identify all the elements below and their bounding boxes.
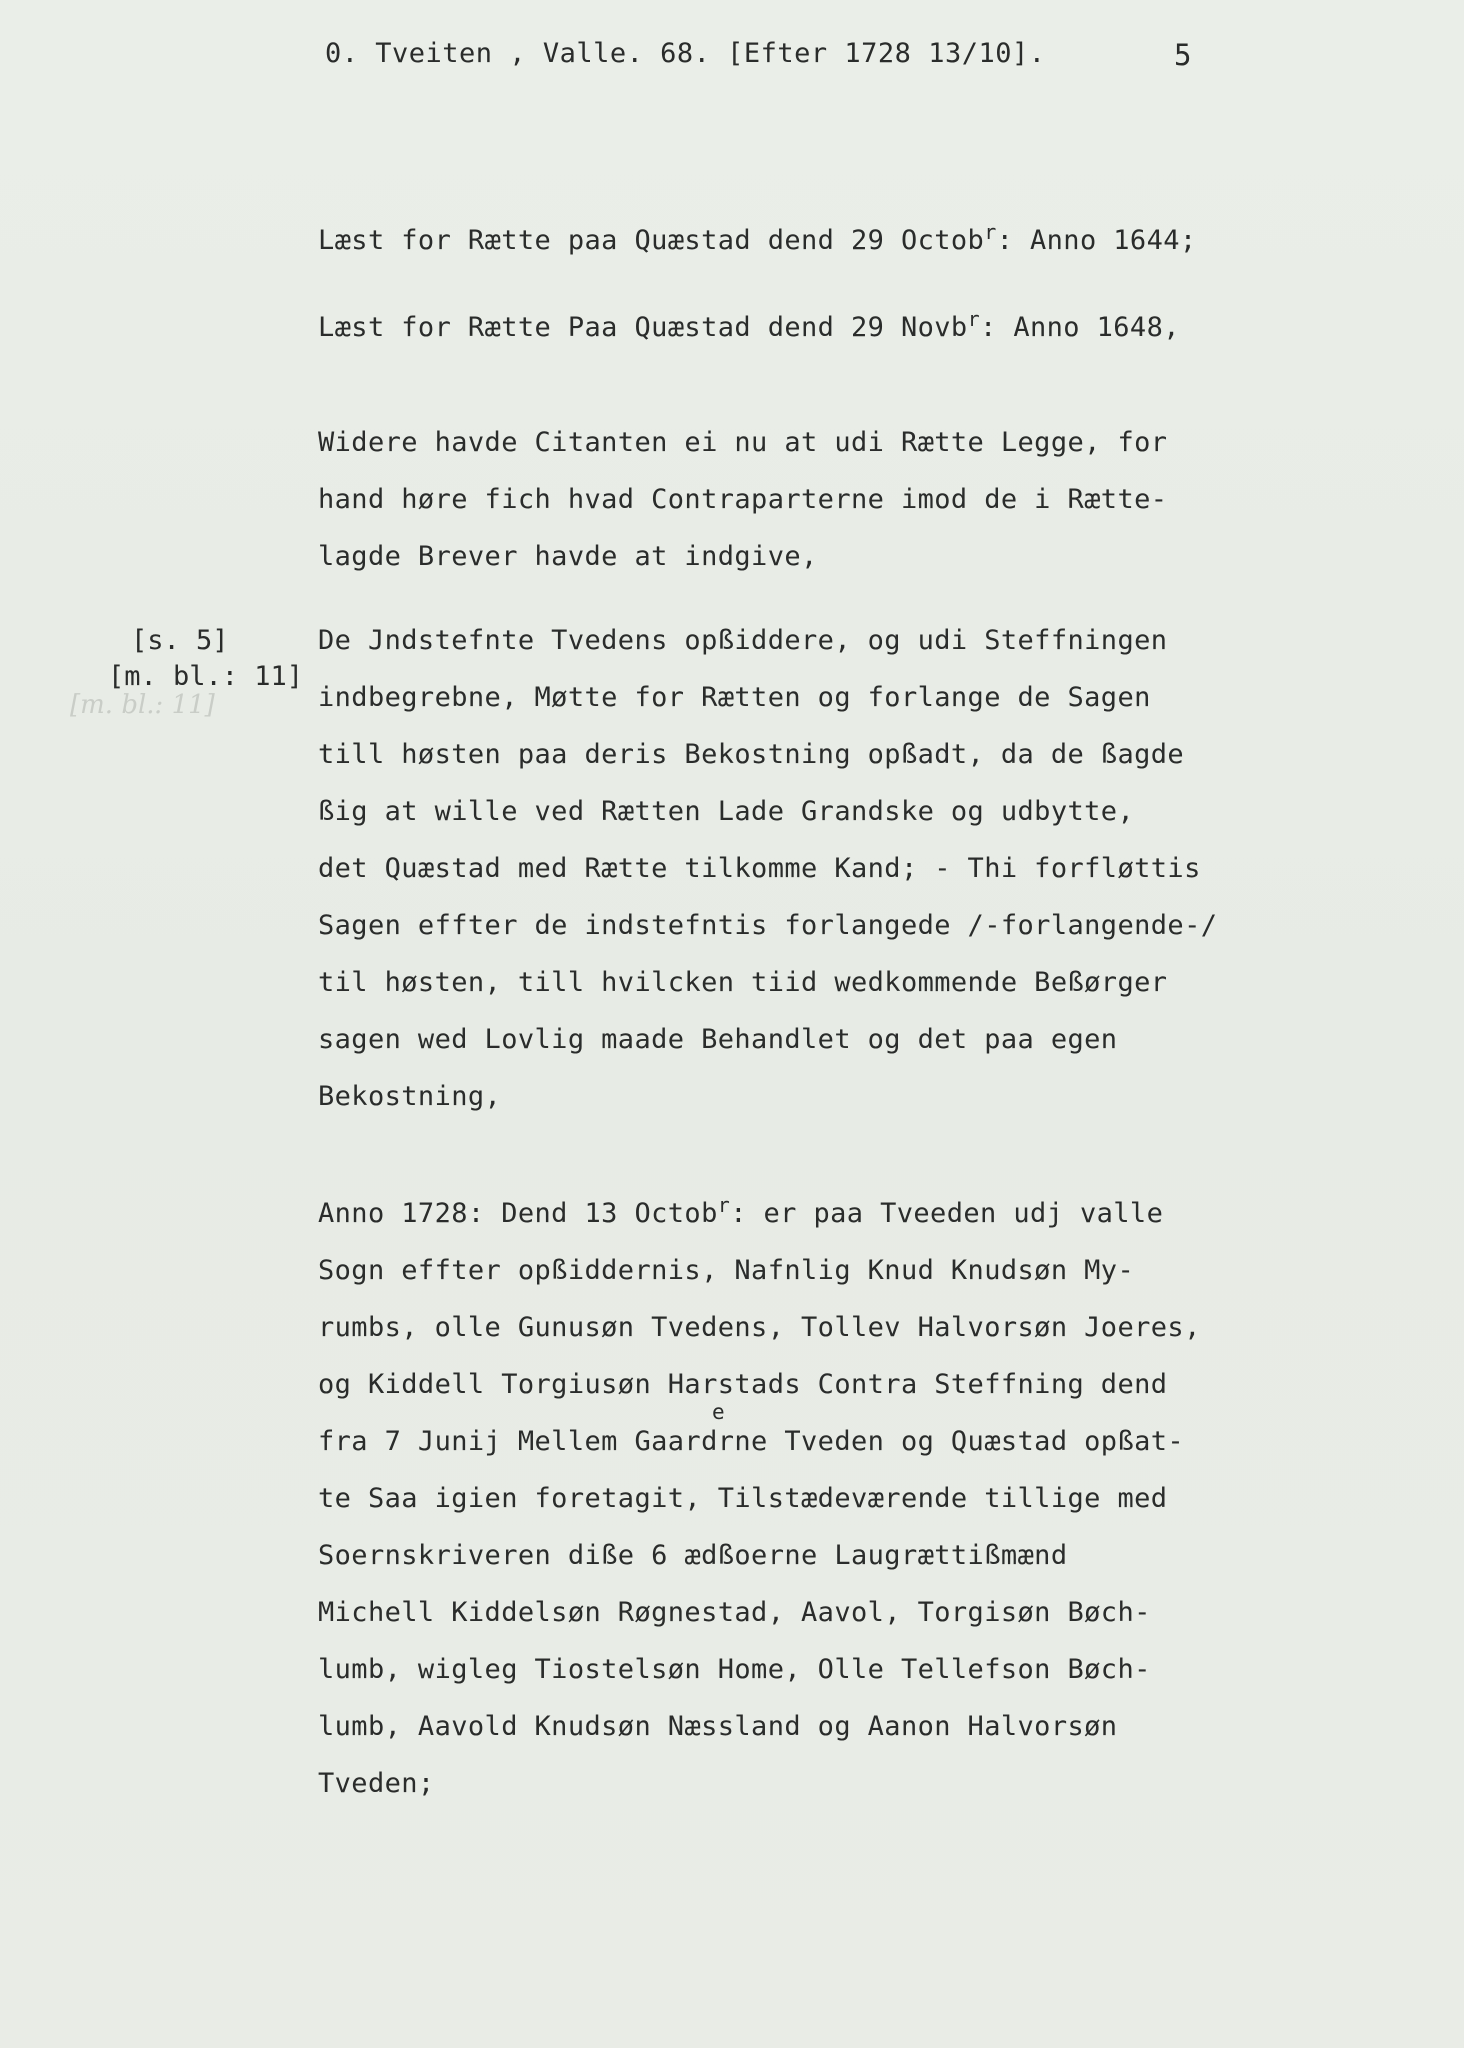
text-line-4: hand høre fich hvad Contraparterne imod de i Rætte- — [318, 484, 1168, 515]
text-line-9: ßig at wille ved Rætten Lade Grandske og udbytte, — [318, 796, 1135, 827]
text-line-15: Anno 1728: Dend 13 Octob$^r$: er paa Tveeden udj valle — [318, 1193, 1164, 1229]
text-line-18: og Kiddell Torgiusøn Harstads Contra Steffning dend — [318, 1369, 1168, 1400]
text-line-7: indbegrebne, Møtte for Rætten og forlange de Sagen — [318, 682, 1151, 713]
text-line-17: rumbs, olle Gunusøn Tvedens, Tollev Halvorsøn Joeres, — [318, 1312, 1201, 1343]
text-line-8: till høsten paa deris Bekostning opßadt, da de ßagde — [318, 739, 1185, 770]
text-line-10: det Quæstad med Rætte tilkomme Kand; - Thi forfløttis — [318, 853, 1201, 884]
text-line-16: Sogn effter opßiddernis, Nafnlig Knud Knudsøn My- — [318, 1255, 1135, 1286]
faint-pencil-mark: [m. bl.: 11] — [70, 690, 215, 720]
text-line-20: te Saa igien foretagit, Tilstædeværende tillige med — [318, 1483, 1168, 1514]
insertion-mark: e — [712, 1400, 725, 1424]
text-line-19: fra 7 Junij Mellem Gaardrne Tveden og Quæstad opßat- — [318, 1426, 1185, 1457]
text-line-25: Tveden; — [318, 1768, 435, 1799]
text-line-14: Bekostning, — [318, 1081, 502, 1112]
text-line-2: Læst for Rætte Paa Quæstad dend 29 Novb$^r$: Anno 1648, — [318, 307, 1180, 343]
text-line-6: De Jndstefnte Tvedens opßiddere, og udi Steffningen — [318, 625, 1168, 656]
text-line-22: Michell Kiddelsøn Røgnestad, Aavol, Torgisøn Bøch- — [318, 1597, 1151, 1628]
text-line-21: Soernskriveren dißе 6 ædßoerne Laugrættißmænd — [318, 1540, 1068, 1571]
text-line-13: sagen wed Lovlig maade Behandlet og det paa egen — [318, 1024, 1118, 1055]
text-line-5: lagde Brever havde at indgive, — [318, 541, 818, 572]
text-line-1: Læst for Rætte paa Quæstad dend 29 Octob$^r$: Anno 1644; — [318, 220, 1197, 256]
text-line-23: lumb, wigleg Tiostelsøn Home, Olle Tellefson Bøch- — [318, 1654, 1151, 1685]
text-line-12: til høsten, till hvilcken tiid wedkommende Beßørger — [318, 967, 1168, 998]
margin-sheet-ref: [m. bl.: 11] — [108, 661, 304, 692]
page-header: 0. Tveiten , Valle. 68. [Efter 1728 13/10]. — [325, 38, 1046, 69]
margin-page-ref: [s. 5] — [131, 625, 229, 656]
text-line-3: Widere havde Citanten ei nu at udi Rætte Legge, for — [318, 427, 1168, 458]
text-line-11: Sagen effter de indstefntis forlangede /-forlangende-/ — [318, 910, 1218, 941]
page-number: 5 — [1174, 38, 1192, 72]
text-line-24: lumb, Aavold Knudsøn Næssland og Aanon Halvorsøn — [318, 1711, 1118, 1742]
